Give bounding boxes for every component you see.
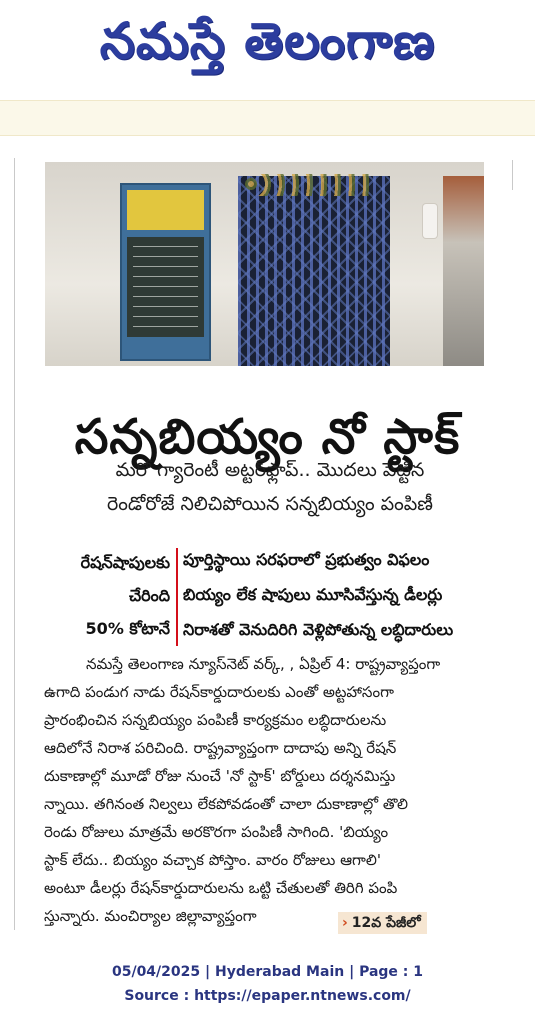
highlight-divider [176,548,178,646]
highlight-line: రేషన్‌షాపులకు [80,553,170,572]
photo-flower-garland [245,174,375,196]
body-line: స్తున్నారు. మంచిర్యాల జిల్లావ్యాప్తంగా [44,907,257,925]
article-headline: సన్నబియ్యం నో స్టాక్ [74,409,461,466]
photo-gate-lattice [238,176,390,366]
highlight-box [45,546,170,646]
key-point: నిరాశతో వెనుదిరిగి వెళ్లిపోతున్న లబ్ధిదారులు [183,620,454,639]
body-line: ఉగాది పండుగ నాడు రేషన్‌కార్డుదారులకు ఎంతో అట్టహాసంగా [44,683,394,701]
source-link[interactable]: Source : https://epaper.ntnews.com/ [124,988,411,1004]
body-line: ప్రారంభించిన సన్నబియ్యం పంపిణీ కార్యక్రమం లబ్ధిదారులను [44,711,387,729]
highlight-line: చేరింది [128,586,170,605]
newspaper-logo: నమస్తే తెలంగాణ [99,12,436,70]
continued-label: 12వ పేజీలో [351,915,421,931]
photo-side-wall [443,176,484,366]
body-line: న్నాయి. తగినంత నిల్వలు లేకపోవడంతో చాలా దుకాణాల్లో తొలి [44,795,408,813]
column-rule-right [512,160,513,190]
photo-board-chalk [127,237,204,337]
article-subhead-line: రెండోరోజే నిలిచిపోయిన సన్నబియ్యం పంపిణీ [107,493,433,515]
continued-on-page[interactable] [338,912,427,934]
masthead-band [0,100,535,136]
body-line: స్టాక్ లేదు.. బియ్యం వచ్చాక పోస్తాం. వారం రోజులు ఆగాలి' [44,851,381,869]
column-rule [14,158,15,930]
body-line: నమస్తే తెలంగాణ న్యూస్‌నెట్ వర్క్, , ఏప్రిల్ 4: రాష్ట్రవ్యాప్తంగా [86,655,441,673]
photo-notice-board [120,183,211,361]
photo-switch-box [423,204,437,238]
chevron-right-icon: › [342,915,348,931]
body-line: రెండు రోజులు మాత్రమే అరకొరగా పంపిణీ సాగింది. 'బియ్యం [44,823,389,841]
body-line: ఆదిలోనే నిరాశ పరిచింది. రాష్ట్రవ్యాప్తంగా దాదాపు అన్ని రేషన్ [44,739,397,757]
key-point: పూర్తిస్థాయి సరఫరాలో ప్రభుత్వం విఫలం [183,550,430,569]
article-photo [45,162,484,366]
photo-board-header [127,190,204,230]
highlight-line: 50% కోటానే [85,619,170,638]
body-line: దుకాణాల్లో మూడో రోజు నుంచే 'నో స్టాక్' బోర్డులు దర్శనమిస్తు [44,767,396,785]
edition-info: 05/04/2025 | Hyderabad Main | Page : 1 [111,964,424,980]
key-point: బియ్యం లేక షాపులు మూసివేస్తున్న డీలర్లు [183,585,443,604]
body-line: అంటూ డీలర్లు రేషన్‌కార్డుదారులను ఒట్టి చేతులతో తిరిగి పంపి [44,879,398,897]
masthead [0,0,535,100]
article-subhead-line: మరో గ్యారెంటీ అట్టర్‌ఫ్లాప్.. మొదలు పెట్టిన [115,459,425,481]
article-body [44,650,496,930]
